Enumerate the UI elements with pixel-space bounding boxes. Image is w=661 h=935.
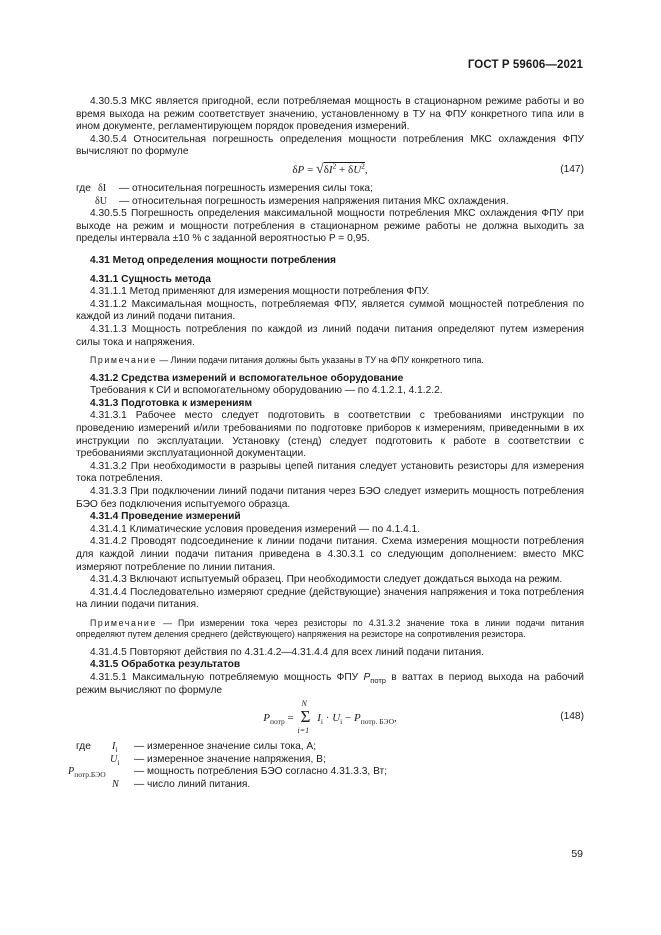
paragraph-4-31-5-1-part-b: в ваттах в период выхода на рабочий режим вычисляют по формуле	[76, 672, 584, 696]
where-148-row-3	[68, 766, 584, 780]
paragraph-4-31-1-3: 4.31.1.3 Мощность потребления по каждой из линий подачи питания определяют путем измерения силы тока и напряжения.	[76, 323, 584, 348]
paragraph-4-31-4-2: 4.31.4.2 Проводят подсоединение к линии подачи питания. Схема измерения мощности потребления для каждой линии подачи питания приведена в 4.30.3.1 со следующим дополнением: вместо МКС измеряют потребление по линии питания.	[76, 536, 584, 573]
definition-delta-i: — относительная погрешность измерения силы тока;	[119, 182, 373, 194]
definition-current: — измеренное значение силы тока, А;	[134, 741, 317, 753]
paragraph-4-31-4-5: 4.31.4.5 Повторяют действия по 4.31.4.2—4.31.4.4 для всех линий подачи питания.	[90, 646, 484, 658]
heading-4-31: 4.31 Метод определения мощности потребления	[90, 254, 336, 266]
paragraph-4-31-4-1: 4.31.4.1 Климатические условия проведения измерений — по 4.1.4.1.	[90, 523, 421, 535]
symbol-delta-u: δU	[95, 195, 108, 207]
note-2-label: Примечание	[90, 617, 157, 628]
paragraph-4-31-3-1: 4.31.3.1 Рабочее место следует подготовить в соответствии с требованиями инструкции по проведению измерений и/или требованиями по подготовке приборов к измерениям, приведенными в их инструкции по эксплуатации. Установку (стенд) следует подготовить к работе в соответствии с требованиями эксплуатационной документации.	[76, 410, 584, 460]
paragraph-4-31-3-3: 4.31.3.3 При подключении линий подачи питания через БЭО следует измерить мощность потребления БЭО без подключения испытуемого образца.	[76, 485, 584, 510]
note-2	[76, 618, 584, 641]
where-148-row-2	[76, 754, 584, 767]
paragraph-4-31-1-1: 4.31.1.1 Метод применяют для измерения мощности потребления ФПУ.	[90, 286, 430, 298]
definition-n: — число линий питания.	[134, 779, 251, 791]
paragraph-4-31-5-1-part-a: 4.31.5.1 Максимальную потребляемую мощность ФПУ	[90, 672, 359, 684]
where-147-row-1	[76, 183, 584, 196]
paragraph-4-31-3-2: 4.31.3.2 При необходимости в разрывы цепей питания следует установить резисторы для измерения тока потребления.	[76, 460, 584, 485]
document-header: ГОСТ Р 59606—2021	[467, 59, 583, 71]
paragraph-4-30-5-5: 4.30.5.5 Погрешность определения максимальной мощности потребления МКС охлаждения ФПУ при выходе на режим и мощности потребления в стационарном режиме работы не должна выходить за пределы интервала ±10 % с заданной вероятностью P = 0,95.	[76, 208, 584, 245]
page-content	[68, 96, 585, 792]
summation-sign: N Σ i=1	[297, 699, 311, 736]
formula-147	[76, 159, 584, 183]
formula-147-number: (147)	[560, 163, 584, 175]
symbol-voltage: $U_i$	[110, 753, 120, 767]
paragraph-4-31-4-3: 4.31.4.3 Включают испытуемый образец. При необходимости следует дождаться выхода на режим.	[90, 574, 563, 586]
note-1-label: Примечание	[90, 355, 157, 366]
where-label: где	[76, 182, 91, 194]
heading-4-31-3: 4.31.3 Подготовка к измерениям	[90, 397, 253, 409]
heading-4-31-2: 4.31.2 Средства измерений и вспомогательное оборудование	[90, 372, 404, 384]
symbol-current: $I_i$	[112, 741, 118, 755]
note-1-text: — Линии подачи питания должны быть указаны в ТУ на ФПУ конкретного типа.	[159, 355, 484, 366]
note-2-text: — При измерении тока через резисторы по 4.31.3.2 значение тока в линии подачи питания определяют путем деления среднего (действующего) напряжения на резисторе на сопротивления резистора.	[76, 617, 585, 640]
definition-voltage: — измеренное значение напряжения, В;	[134, 753, 326, 765]
where-148-row-1	[76, 741, 584, 754]
formula-147-expression: $\delta P = √\delta I^2 + \delta U^2$,	[292, 161, 368, 177]
paragraph-4-31-5-1: 4.31.5.1 Максимальную потребляемую мощность ФПУ $P_{потр}$ в ваттах в период выхода на рабочий режим вычисляют по формуле	[76, 672, 584, 696]
where-148-row-4	[76, 779, 584, 792]
formula-148	[76, 697, 584, 741]
formula-148-expression: $P_{потр}$ = N Σ i=1 $I_i \cdot U_i - P_{потр. БЭО}$,	[263, 699, 397, 736]
symbol-delta-i: δI	[98, 182, 107, 194]
note-1	[76, 355, 584, 367]
definition-power-beo: — мощность потребления БЭО согласно 4.31.3.3, Вт;	[134, 766, 388, 778]
paragraph-4-31-4-4: 4.31.4.4 Последовательно измеряют средние (действующие) значения напряжения и тока потребления на линии подачи питания.	[76, 586, 584, 611]
where-label-2: где	[76, 741, 91, 753]
paragraph-4-30-5-3: 4.30.5.3 МКС является пригодной, если потребляемая мощность в стационарном режиме работы и во время выхода на режим соответствует значению, установленному в ТУ на ФПУ конкретного типа или в ином документе, регламентирующем порядок проведения измерений.	[76, 96, 584, 133]
heading-4-31-4: 4.31.4 Проведение измерений	[90, 511, 241, 523]
symbol-n: N	[112, 779, 119, 791]
heading-4-31-5: 4.31.5 Обработка результатов	[90, 659, 241, 671]
paragraph-4-31-1-2: 4.31.1.2 Максимальная мощность, потребляемая ФПУ, является суммой мощностей потребления по каждой из линий подачи питания.	[76, 298, 584, 323]
symbol-power-beo: $P_{потр.БЭО}$	[68, 766, 106, 780]
paragraph-4-31-2: Требования к СИ и вспомогательному оборудованию — по 4.1.2.1, 4.1.2.2.	[90, 385, 443, 397]
definition-delta-u: — относительная погрешность измерения напряжения питания МКС охлаждения.	[119, 195, 509, 207]
page-number: 59	[571, 848, 583, 860]
formula-148-number: (148)	[560, 711, 584, 723]
heading-4-31-1: 4.31.1 Сущность метода	[90, 273, 211, 285]
paragraph-4-30-5-4: 4.30.5.4 Относительная погрешность определения мощности потребления МКС охлаждения ФПУ вычисляют по формуле	[76, 133, 584, 158]
where-147-row-2	[76, 196, 584, 209]
